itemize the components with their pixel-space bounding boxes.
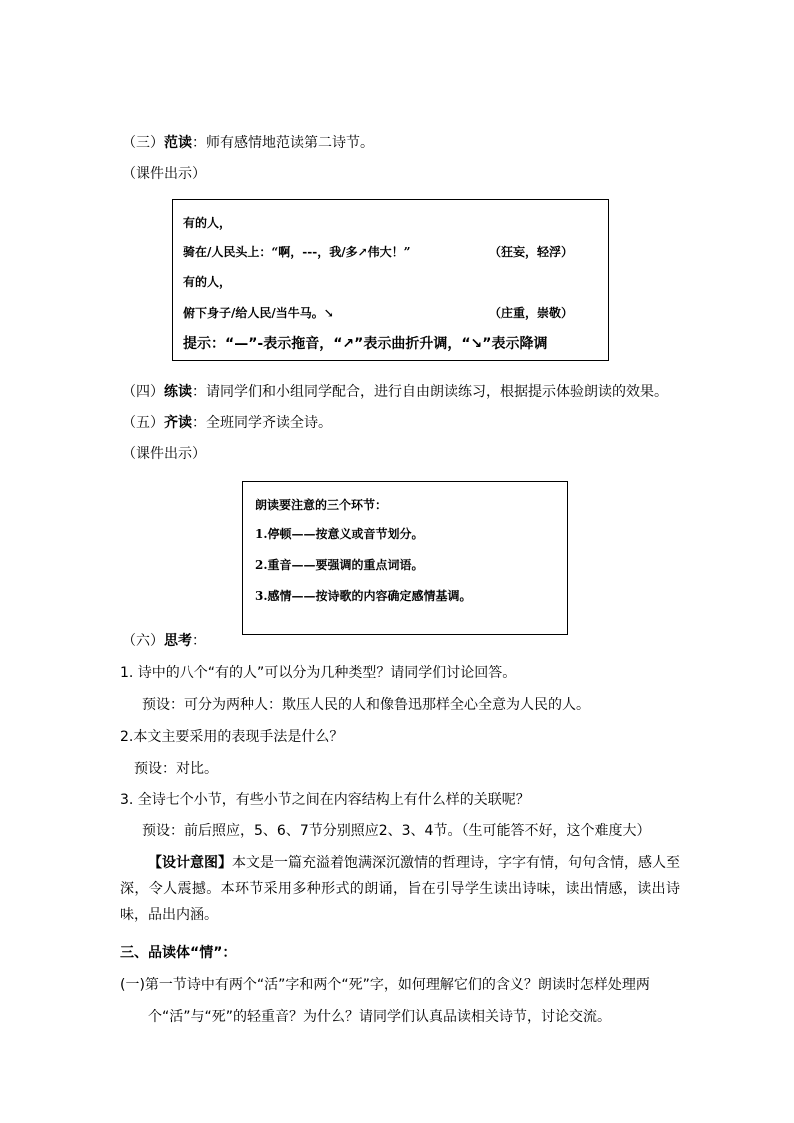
question-2: 2.本文主要采用的表现手法是什么？ [120,729,344,745]
box1-line-3: 有的人， [183,275,232,289]
design-intent-label: 【设计意图】 [148,855,232,871]
box1-tip: 提示：“—”-表示拖音，“↗”表示曲折升调，“↘”表示降调 [183,336,548,352]
part-3-question-line-2: 个“活”与“死”的轻重音？为什么？请同学们认真品读相关诗节，讨论交流。 [148,1009,612,1025]
answer-2: 预设：对比。 [134,761,218,777]
section-4-label: （四） [122,384,164,400]
section-5-line [122,413,332,433]
question-1: 1. 诗中的八个“有的人”可以分为几种类型？请同学们讨论回答。 [120,665,517,681]
section-4-line [122,382,668,402]
section-5-text: ：全班同学齐读全诗。 [192,415,332,431]
section-5-title: 齐读 [164,415,192,431]
box1-line-2: 骑在/人民头上：“啊，---，我/多↗伟大！” [183,245,411,259]
design-intent-text: 本文是一篇充溢着饱满深沉激情的哲理诗，字字有情，句句含情，感人至深，令人震撼。本环节采用多种形式的朗诵，旨在引导学生读出诗味，读出情感，读出诗味，品出内涵。 [120,855,680,923]
section-4-text: ：请同学们和小组同学配合，进行自由朗读练习，根据提示体验朗读的效果。 [192,384,668,400]
box1-line-4: 俯下身子/给人民/当牛马。↘ [183,306,334,320]
answer-1: 预设：可分为两种人：欺压人民的人和像鲁迅那样全心全意为人民的人。 [142,697,590,713]
section-3-label: （三） [122,135,164,151]
box1-line-1: 有的人， [183,216,232,230]
section-3-line [122,133,374,153]
section-4-title: 练读 [164,384,192,400]
reading-guide-box [172,199,609,361]
part-3-heading: 三、品读体“情”： [120,945,237,961]
box1-line-4-note: （庄重，崇敬） [489,306,574,320]
box2-item-1: 1.停顿——按意义或音节划分。 [255,527,424,541]
section-6-text: ： [192,633,206,649]
section-6-line [122,631,206,651]
section-6-title: 思考 [164,633,192,649]
section-3-title: 范读 [164,135,192,151]
question-3: 3. 全诗七个小节，有些小节之间在内容结构上有什么样的关联呢？ [120,792,530,808]
section-3-text: ：师有感情地范读第二诗节。 [192,135,374,151]
box2-item-3: 3.感情——按诗歌的内容确定感情基调。 [255,589,472,603]
box1-line-2-note: （狂妄，轻浮） [489,245,574,259]
box2-title: 朗读要注意的三个环节： [255,498,388,512]
reading-steps-box [242,481,568,635]
courseware-note-1: （课件出示） [122,166,206,182]
section-5-label: （五） [122,415,164,431]
courseware-note-2: （课件出示） [122,446,206,462]
answer-3: 预设：前后照应，5、6、7节分别照应2、3、4节。（生可能答不好，这个难度大） [142,823,651,839]
section-6-label: （六） [122,633,164,649]
part-3-question-line-1: (一)第一节诗中有两个“活”字和两个“死”字，如何理解它们的含义？朗读时怎样处理两 [120,977,650,993]
design-intent-paragraph [120,850,680,928]
box2-item-2: 2.重音——要强调的重点词语。 [255,558,424,572]
